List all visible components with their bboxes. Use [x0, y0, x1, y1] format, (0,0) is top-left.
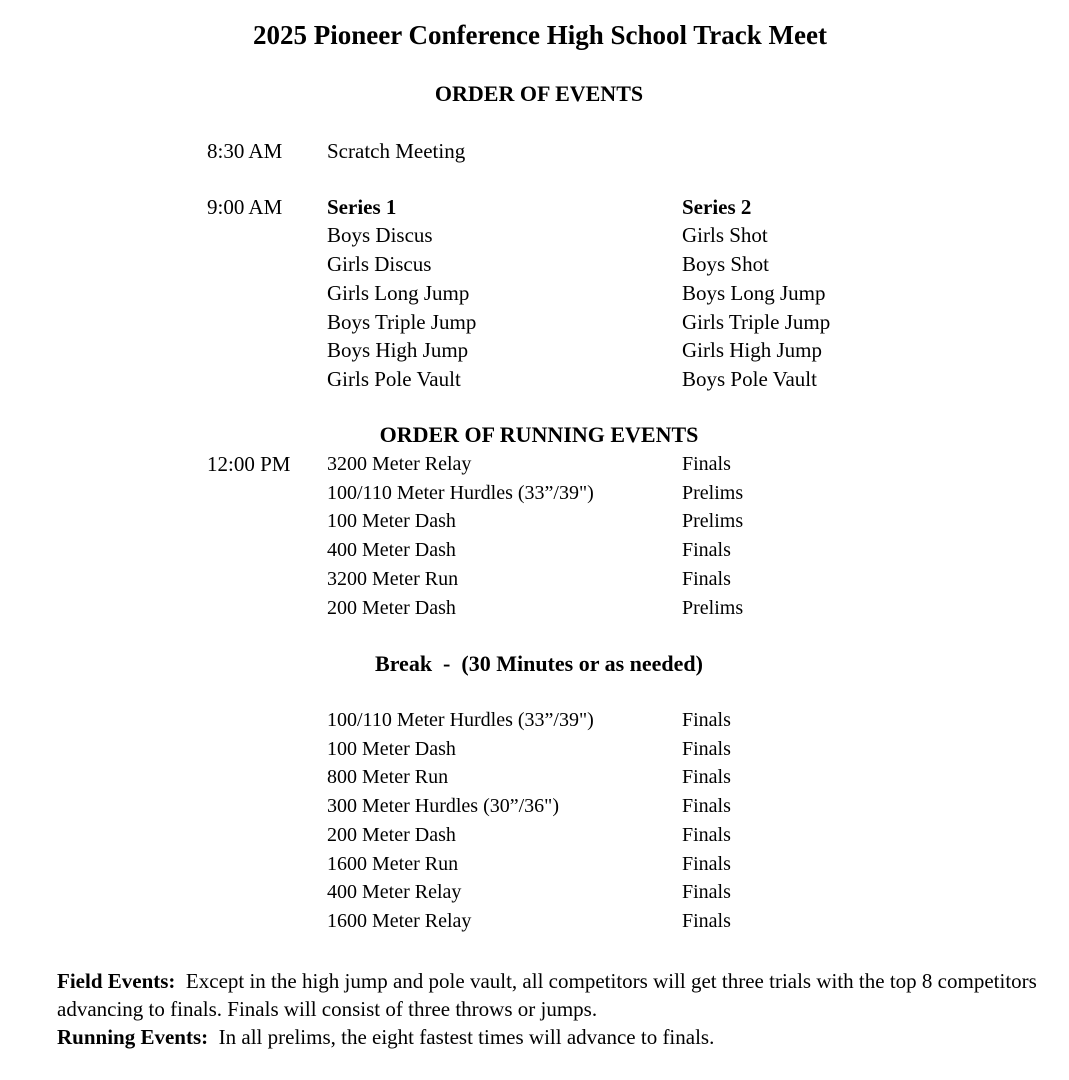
- series-1-event: Girls Long Jump: [327, 281, 470, 305]
- running-event-name: 100 Meter Dash: [327, 510, 456, 532]
- running-event-name: 3200 Meter Run: [327, 568, 459, 590]
- running-event-name: 400 Meter Dash: [327, 539, 456, 561]
- running-event-row: [0, 907, 1069, 935]
- running-event-row: [0, 450, 1069, 478]
- running-event-row: [0, 536, 1069, 564]
- series-1-event: Boys Discus: [327, 223, 433, 247]
- series-2-event: Girls Triple Jump: [682, 310, 831, 334]
- running-event-name: 100 Meter Dash: [327, 738, 456, 760]
- series-2-label: Series 2: [682, 195, 752, 219]
- running-event-round: Finals: [682, 738, 731, 760]
- order-of-events-heading: ORDER OF EVENTS: [434, 81, 644, 106]
- running-event-name: 300 Meter Hurdles (30”/36"): [327, 795, 559, 817]
- field-events-label: Field Events:: [57, 969, 176, 993]
- running-event-row: [0, 479, 1069, 507]
- running-event-round: Finals: [682, 881, 731, 903]
- running-event-name: 1600 Meter Relay: [327, 910, 472, 932]
- running-event-round: Prelims: [682, 482, 744, 504]
- running-event-round: Finals: [682, 853, 731, 875]
- field-event-row: [0, 336, 1069, 364]
- series-2-event: Boys Shot: [682, 252, 769, 276]
- series-2-event: Girls High Jump: [682, 338, 823, 362]
- running-events-note: [57, 1023, 1037, 1051]
- running-event-name: 3200 Meter Relay: [327, 453, 472, 475]
- running-event-round: Finals: [682, 824, 731, 846]
- running-event-row: [0, 735, 1069, 763]
- field-events-note: [57, 967, 1037, 1023]
- page-title: 2025 Pioneer Conference High School Track Meet: [253, 20, 827, 50]
- running-event-round: Finals: [682, 910, 731, 932]
- series-1-event: Boys Triple Jump: [327, 310, 477, 334]
- running-time: 12:00 PM: [207, 452, 291, 476]
- series-1-label: Series 1: [327, 195, 397, 219]
- series-2-event: Girls Shot: [682, 223, 768, 247]
- field-event-row: [0, 365, 1069, 393]
- running-event-name: 100/110 Meter Hurdles (33”/39"): [327, 482, 594, 504]
- series-2-event: Boys Pole Vault: [682, 367, 817, 391]
- scratch-meeting-row: [0, 137, 1069, 165]
- running-event-round: Prelims: [682, 510, 744, 532]
- scratch-time: 8:30 AM: [207, 139, 283, 163]
- field-event-row: [0, 308, 1069, 336]
- field-events-text: Except in the high jump and pole vault, all competitors will get three trials with the top 8 competitors advancing to finals. Finals will consist of three throws or jumps.: [57, 969, 1037, 1021]
- series-2-event: Boys Long Jump: [682, 281, 826, 305]
- break-label: Break - (30 Minutes or as needed): [375, 651, 703, 676]
- running-event-row: [0, 594, 1069, 622]
- field-event-row: [0, 250, 1069, 278]
- series-1-event: Boys High Jump: [327, 338, 469, 362]
- running-event-round: Finals: [682, 568, 731, 590]
- running-event-name: 400 Meter Relay: [327, 881, 462, 903]
- running-event-row: [0, 565, 1069, 593]
- running-event-row: [0, 706, 1069, 734]
- running-event-row: [0, 878, 1069, 906]
- running-event-round: Finals: [682, 539, 731, 561]
- running-event-row: [0, 763, 1069, 791]
- running-event-name: 200 Meter Dash: [327, 824, 456, 846]
- running-event-round: Finals: [682, 453, 731, 475]
- field-event-row: [0, 221, 1069, 249]
- running-event-round: Finals: [682, 795, 731, 817]
- series-1-event: Girls Discus: [327, 252, 432, 276]
- running-event-row: [0, 507, 1069, 535]
- running-event-row: [0, 821, 1069, 849]
- running-events-heading: ORDER OF RUNNING EVENTS: [379, 422, 699, 447]
- running-event-row: [0, 850, 1069, 878]
- field-time: 9:00 AM: [207, 195, 283, 219]
- notes-section: [57, 967, 1037, 1051]
- running-event-name: 200 Meter Dash: [327, 597, 456, 619]
- running-event-row: [0, 792, 1069, 820]
- running-events-text: In all prelims, the eight fastest times will advance to finals.: [218, 1025, 715, 1049]
- scratch-label: Scratch Meeting: [327, 139, 466, 163]
- running-event-round: Finals: [682, 766, 731, 788]
- running-event-round: Prelims: [682, 597, 744, 619]
- running-event-name: 1600 Meter Run: [327, 853, 459, 875]
- running-event-round: Finals: [682, 709, 731, 731]
- field-event-row: [0, 279, 1069, 307]
- series-1-event: Girls Pole Vault: [327, 367, 461, 391]
- running-events-label: Running Events:: [57, 1025, 209, 1049]
- running-event-name: 800 Meter Run: [327, 766, 449, 788]
- running-event-name: 100/110 Meter Hurdles (33”/39"): [327, 709, 594, 731]
- field-series-header-row: [0, 193, 1069, 221]
